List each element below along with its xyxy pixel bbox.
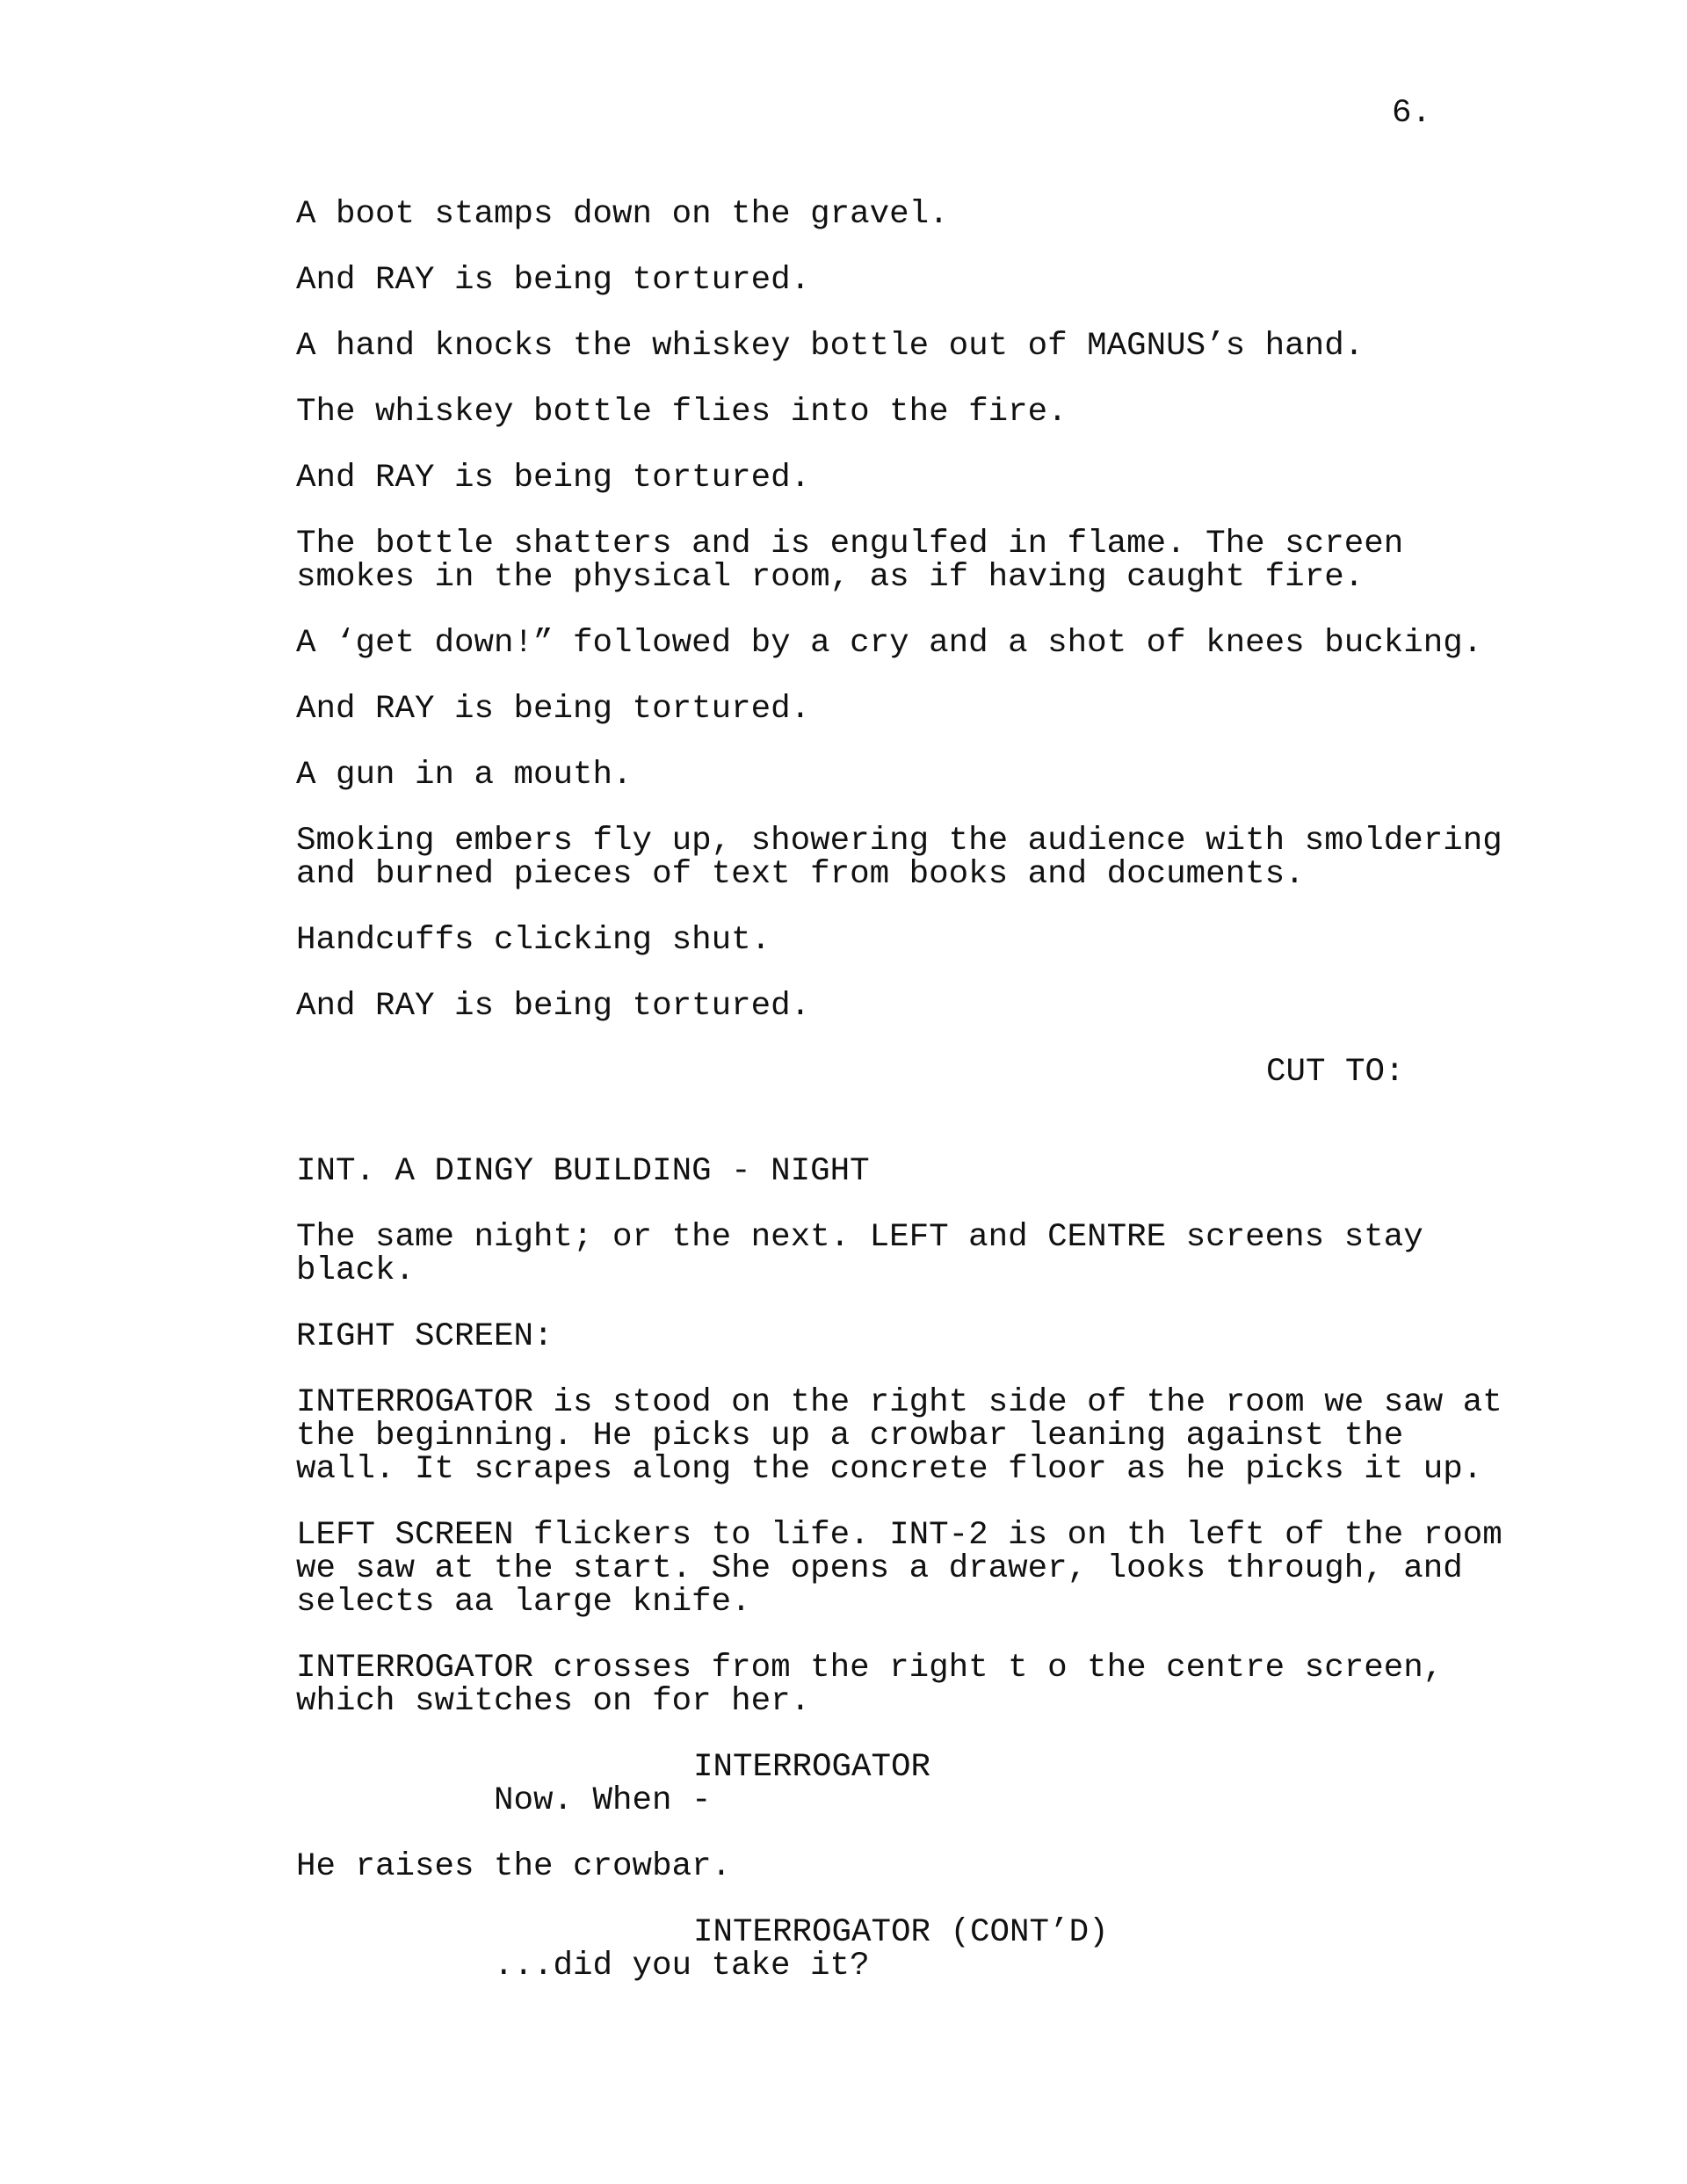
action-line: wall. It scrapes along the concrete floor as he picks it up. <box>296 1451 1483 1488</box>
action-line: selects aa large knife. <box>296 1584 751 1621</box>
action-line: and burned pieces of text from books and documents. <box>296 856 1305 893</box>
action-line: the beginning. He picks up a crowbar leaning against the <box>296 1418 1404 1455</box>
action-line: The bottle shatters and is engulfed in flame. The screen <box>296 526 1404 562</box>
action-line: Smoking embers fly up, showering the audience with smoldering <box>296 823 1502 860</box>
action-line: The same night; or the next. LEFT and CENTRE screens stay <box>296 1219 1423 1256</box>
action-line: black. <box>296 1252 416 1289</box>
action-line: RIGHT SCREEN: <box>296 1318 554 1355</box>
action-line: And RAY is being tortured. <box>296 988 811 1025</box>
action-line: He raises the crowbar. <box>296 1848 732 1885</box>
action-line: INTERROGATOR is stood on the right side of the room we saw at <box>296 1384 1502 1421</box>
action-line: A gun in a mouth. <box>296 757 633 794</box>
action-line: LEFT SCREEN flickers to life. INT-2 is on th left of the room <box>296 1517 1502 1554</box>
character-cue: INTERROGATOR <box>693 1749 931 1786</box>
page-number: 6. <box>1392 95 1432 132</box>
transition: CUT TO: <box>1266 1054 1405 1091</box>
character-cue: INTERROGATOR (CONT’D) <box>693 1914 1109 1951</box>
action-line: A hand knocks the whiskey bottle out of MAGNUS’s hand. <box>296 328 1365 365</box>
action-line: we saw at the start. She opens a drawer, looks through, and <box>296 1550 1463 1587</box>
action-line: INTERROGATOR crosses from the right t o the centre screen, <box>296 1650 1444 1687</box>
dialogue-line: Now. When - <box>494 1782 712 1819</box>
action-line: A ‘get down!” followed by a cry and a shot of knees bucking. <box>296 625 1483 662</box>
action-line: which switches on for her. <box>296 1683 811 1720</box>
action-line: Handcuffs clicking shut. <box>296 922 771 959</box>
scene-heading: INT. A DINGY BUILDING - NIGHT <box>296 1153 870 1190</box>
action-line: smokes in the physical room, as if having caught fire. <box>296 559 1365 596</box>
action-line: And RAY is being tortured. <box>296 460 811 497</box>
action-line: And RAY is being tortured. <box>296 262 811 299</box>
dialogue-line: ...did you take it? <box>494 1948 870 1984</box>
action-line: The whiskey bottle flies into the fire. <box>296 394 1068 431</box>
action-line: A boot stamps down on the gravel. <box>296 196 949 233</box>
action-line: And RAY is being tortured. <box>296 691 811 728</box>
